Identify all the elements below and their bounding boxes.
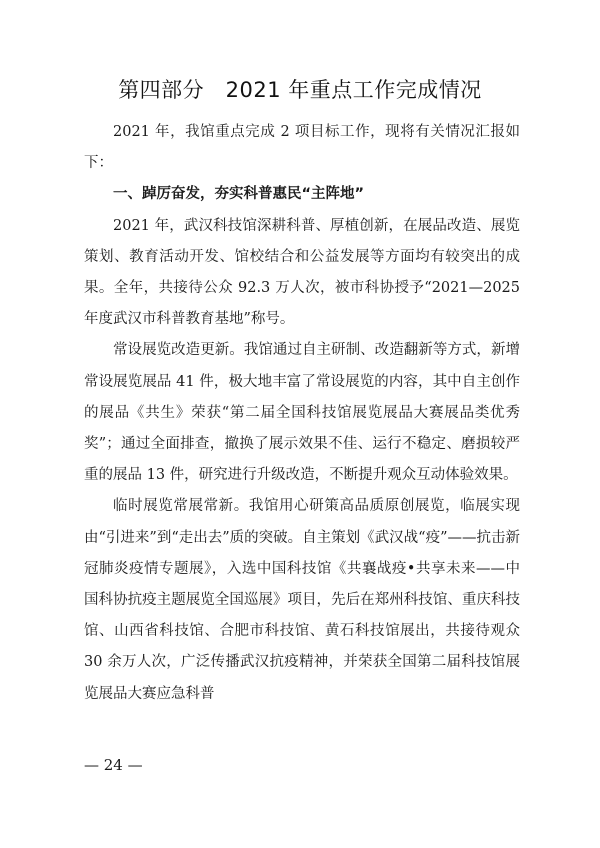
paragraph-temporary-exhibition: 临时展览常展常新。我馆用心研策高品质原创展览，临展实现由“引进来”到“走出去”质的突破。自主策划《武汉战“疫”——抗击新冠肺炎疫情专题展》，入选中国科技馆《共襄战疫•共享未来——中国科协抗疫主题展览全国巡展》项目，先后在郑州科技馆、重庆科技馆、山西省科技馆、合肥市科技馆、黄石科技馆展出，共接待观众 30 余万人次，广泛传播武汉抗疫精神，并荣获全国第二届科技馆展览展品大赛应急科普 [84,498,520,702]
page-number: — 24 — [84,756,143,774]
paragraph-permanent-exhibition: 常设展览改造更新。我馆通过自主研制、改造翻新等方式，新增常设展览展品 41 件，极大地丰富了常设展览的内容，其中自主创作的展品《共生》荣获“第二届全国科技馆展览展品大赛展品类优秀奖”；通过全面排查，撤换了展示效果不佳、运行不稳定、磨损较严重的展品 13 件，研究进行升级改造，不断提升观众互动体验效果。 [84,342,520,484]
section-heading: 一、踔厉奋发，夯实科普惠民“主阵地” [113,186,365,203]
body-text [84,117,520,710]
paragraph-overview: 2021 年，武汉科技馆深耕科普、厚植创新，在展品改造、展览策划、教育活动开发、馆校结合和公益发展等方面均有较突出的成果。全年，共接待公众 92.3 万人次，被市科协授予“2021—2025 年度武汉市科普教育基地”称号。 [84,217,520,328]
intro-paragraph: 2021 年，我馆重点完成 2 项目标工作，现将有关情况汇报如下： [84,124,520,172]
page-title: 第四部分 2021 年重点工作完成情况 [118,78,482,102]
